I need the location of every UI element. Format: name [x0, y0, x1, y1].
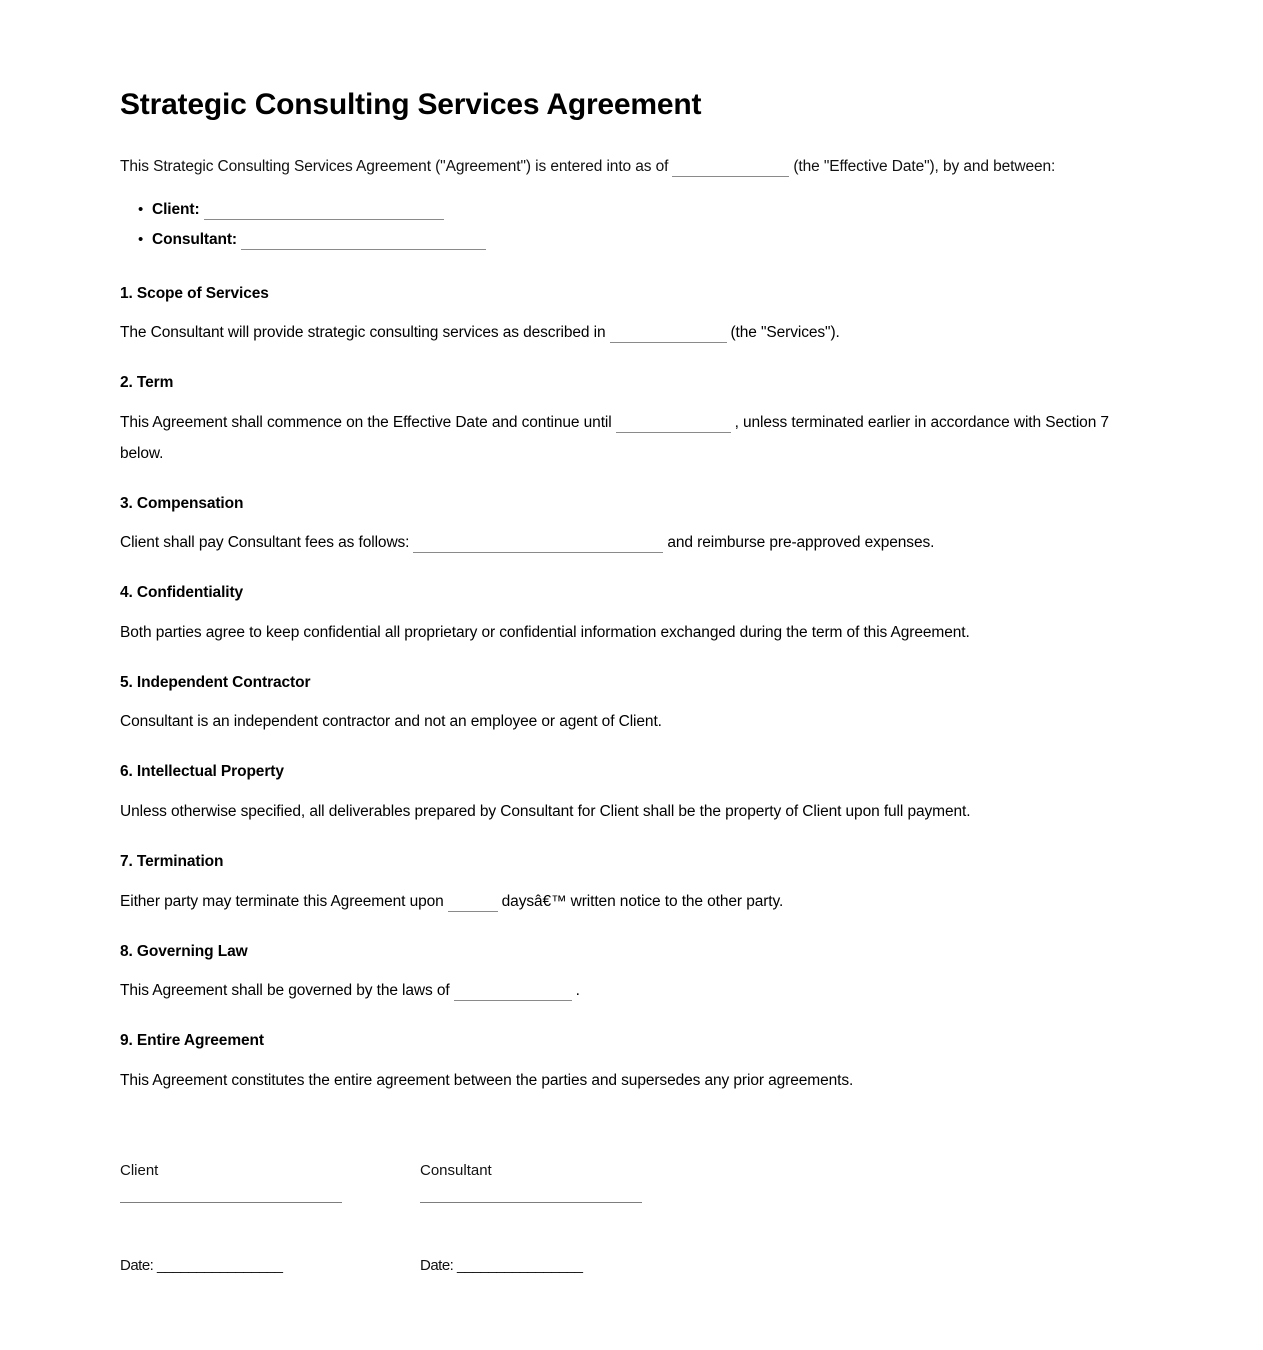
section-heading-intellectual-property: 6. Intellectual Property — [120, 763, 284, 781]
governing-law-text-before: This Agreement shall be governed by the laws of — [120, 982, 450, 1000]
section-heading-independent-contractor: 5. Independent Contractor — [120, 673, 311, 691]
section-heading-term: 2. Term — [120, 374, 174, 392]
term-end-blank[interactable] — [616, 417, 731, 433]
section-body-termination — [120, 886, 1140, 917]
signature-column-consultant — [420, 1160, 720, 1203]
section-body-intellectual-property: Unless otherwise specified, all deliverables prepared by Consultant for Client shall be the property of Client upon full payment. — [120, 803, 971, 821]
consultant-signature-line[interactable] — [420, 1202, 642, 1203]
consultant-name-blank[interactable] — [241, 234, 486, 250]
termination-text-before: Either party may terminate this Agreement upon — [120, 892, 444, 910]
client-signature-label: Client — [120, 1161, 159, 1179]
section-heading-governing-law: 8. Governing Law — [120, 942, 248, 960]
page-title: Strategic Consulting Services Agreement — [120, 88, 702, 121]
client-label: Client: — [152, 200, 200, 218]
section-heading-entire-agreement: 9. Entire Agreement — [120, 1032, 264, 1050]
client-name-blank[interactable] — [204, 204, 444, 220]
list-item-client — [120, 195, 1140, 225]
effective-date-blank[interactable] — [672, 161, 789, 177]
scope-text-before: The Consultant will provide strategic consulting services as described in — [120, 324, 606, 342]
parties-list — [120, 195, 1140, 255]
section-body-compensation — [120, 527, 1140, 558]
client-date-field[interactable] — [120, 1255, 420, 1277]
governing-law-jurisdiction-blank[interactable] — [454, 985, 572, 1001]
section-heading-compensation: 3. Compensation — [120, 494, 244, 512]
compensation-fees-blank[interactable] — [413, 537, 663, 553]
compensation-text-before: Client shall pay Consultant fees as follows: — [120, 534, 410, 552]
section-body-confidentiality: Both parties agree to keep confidential all proprietary or confidential information exchanged during the term of this Agreement. — [120, 623, 970, 641]
signature-date-row — [120, 1255, 1140, 1277]
scope-description-blank[interactable] — [610, 327, 727, 343]
section-heading-confidentiality: 4. Confidentiality — [120, 584, 244, 602]
consultant-date-field[interactable] — [420, 1255, 720, 1277]
signature-name-row — [120, 1160, 1140, 1203]
consultant-label: Consultant: — [152, 230, 237, 248]
consultant-date-label: Date: ________________ — [420, 1256, 583, 1274]
section-heading-termination: 7. Termination — [120, 853, 224, 871]
client-signature-line[interactable] — [120, 1202, 342, 1203]
signature-block — [120, 1160, 1140, 1277]
consultant-signature-label: Consultant — [420, 1161, 492, 1179]
list-item-consultant — [120, 225, 1140, 255]
term-text-before: This Agreement shall commence on the Effective Date and continue until — [120, 413, 612, 431]
section-body-entire-agreement: This Agreement constitutes the entire agreement between the parties and supersedes any prior agreements. — [120, 1071, 854, 1089]
intro-text-after: (the "Effective Date"), by and between: — [793, 157, 1056, 175]
termination-days-blank[interactable] — [448, 896, 498, 912]
compensation-text-after: and reimburse pre-approved expenses. — [667, 534, 935, 552]
term-text-after: , unless terminated earlier in accordance with Section 7 below. — [120, 413, 1109, 462]
termination-text-after: daysâ€™ written notice to the other party. — [501, 892, 784, 910]
signature-column-client — [120, 1160, 420, 1203]
section-body-term — [120, 407, 1140, 469]
section-body-independent-contractor: Consultant is an independent contractor and not an employee or agent of Client. — [120, 713, 662, 731]
intro-text-before: This Strategic Consulting Services Agreement ("Agreement") is entered into as of — [120, 157, 669, 175]
governing-law-text-after: . — [575, 982, 580, 1000]
scope-text-after: (the "Services"). — [730, 324, 840, 342]
section-body-scope — [120, 317, 1140, 348]
section-heading-scope: 1. Scope of Services — [120, 284, 269, 302]
intro-paragraph — [120, 151, 1140, 183]
section-body-governing-law — [120, 975, 1140, 1006]
client-date-label: Date: ________________ — [120, 1256, 283, 1274]
